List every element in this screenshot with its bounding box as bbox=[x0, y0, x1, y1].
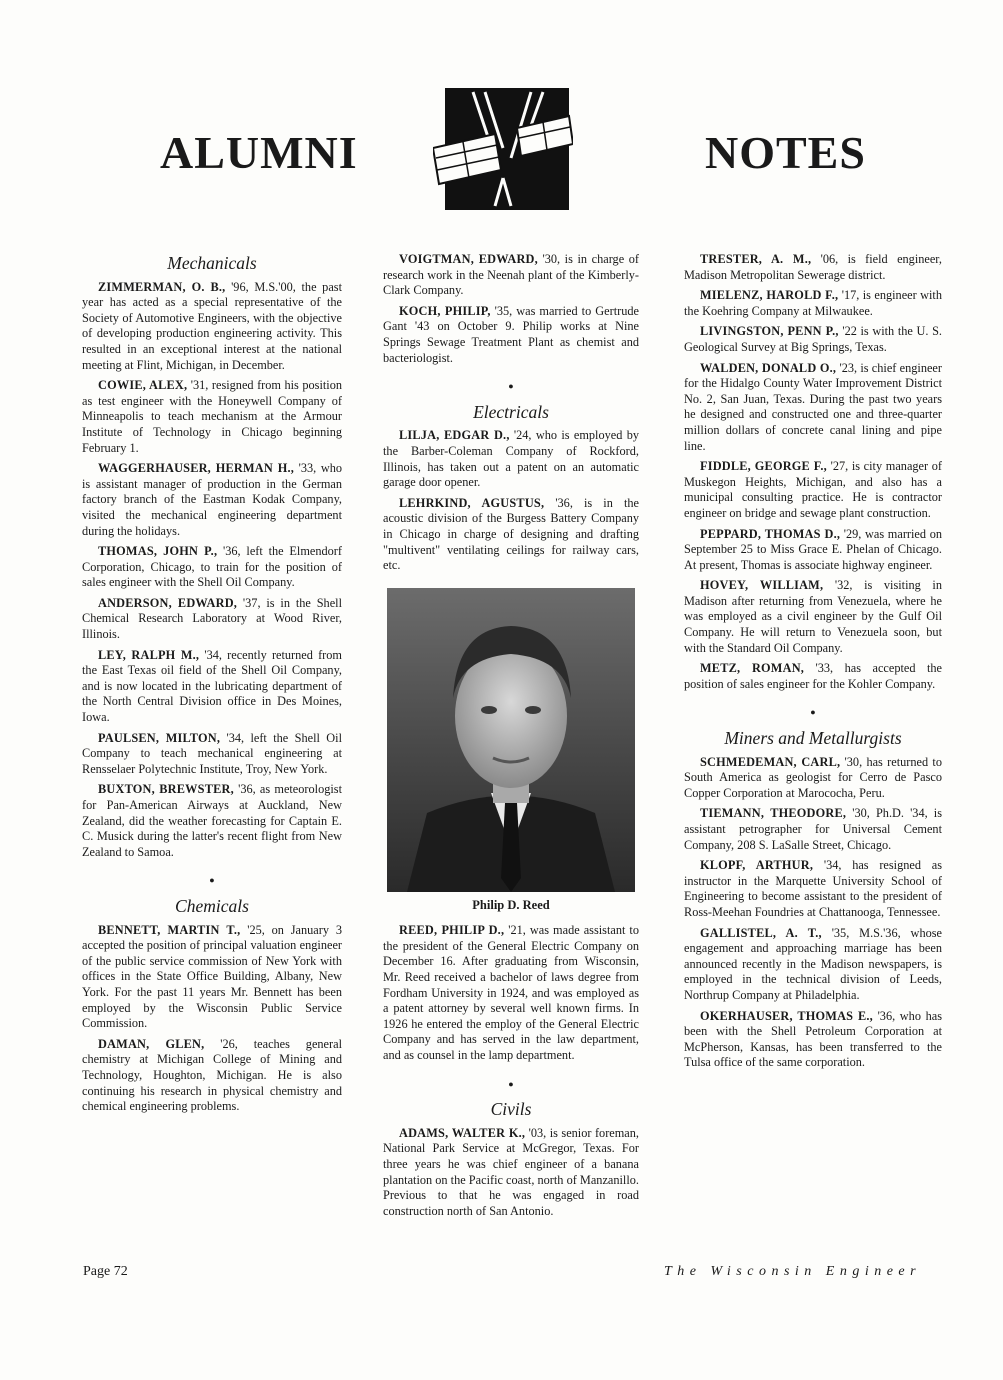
alumni-note: SCHMEDEMAN, CARL, '30, has returned to South America as geologist for Cerro de Pasco Copper Corporation at Marococha, Peru. bbox=[684, 754, 942, 800]
alumni-note: REED, PHILIP D., '21, was made assistant to the president of the General Electric Company on December 16. After graduating from Wisconsin, Mr. Reed received a bachelor of laws degree from Fordham University in 1924, and was employed as a patent attorney by several well known firms. In 1926 he entered the employ of the General Electric Company and has served in the law department, and as counsel in the lamp department. bbox=[383, 923, 639, 1063]
section-title-mechanicals: Mechanicals bbox=[167, 253, 257, 273]
photo-caption: Philip D. Reed bbox=[472, 897, 550, 912]
section-title-miners: Miners and Metallurgists bbox=[724, 728, 902, 749]
section-divider-bullet-icon: ● bbox=[209, 875, 215, 886]
wisconsin-w-logo-icon bbox=[433, 88, 573, 210]
portrait-photo bbox=[387, 588, 635, 892]
alumni-note: LILJA, EDGAR D., '24, who is employed by the Barber-Coleman Company of Rockford, Illinois, has taken out a patent on an automatic garage door opener. bbox=[383, 428, 640, 490]
alumni-note: WAGGERHAUSER, HERMAN H., '33, who is assistant manager of production in the German factory branch of the Eastman Kodak Company, visited the mechanical engineering department during the holidays. bbox=[82, 461, 342, 538]
alumni-note: TRESTER, A. M., '06, is field engineer, Madison Metropolitan Sewerage district. bbox=[684, 252, 942, 282]
alumni-note: ADAMS, WALTER K., '03, is senior foreman, National Park Service at McGregor, Texas. For three years he was chief engineer of a banana plantation on the Pacific coast, north of Manzanillo. Previous to that he was engaged in road construction north of San Antonio. bbox=[383, 1125, 639, 1218]
alumni-note: MIELENZ, HAROLD F., '17, is engineer with the Koehring Company at Milwaukee. bbox=[684, 288, 942, 318]
alumni-note: LEY, RALPH M., '34, recently returned from the East Texas oil field of the Shell Oil Company, and is now located in the lubricating department of the North Central Division office in Des Moines, Iowa. bbox=[82, 647, 342, 725]
alumni-note: PEPPARD, THOMAS D., '29, was married on September 25 to Miss Grace E. Phelan of Chicago. At present, Thomas is associate highway engineer. bbox=[684, 526, 942, 572]
section-title-civils: Civils bbox=[490, 1099, 532, 1120]
alumni-note: BENNETT, MARTIN T., '25, on January 3 accepted the position of principal valuation engineer of the public service commission of New York with offices in the State Office Building, Albany, New York. For the past 11 years Mr. Bennett has been employed by the Wisconsin Public Service Commission. bbox=[82, 922, 342, 1031]
alumni-note: OKERHAUSER, THOMAS E., '36, who has been with the Shell Petroleum Corporation at McPherson, Kansas, has been transferred to the Tulsa office of the same corporation. bbox=[684, 1008, 942, 1070]
alumni-note: ANDERSON, EDWARD, '37, is in the Shell Chemical Research Laboratory at Wood River, Illinois. bbox=[82, 595, 342, 642]
column-2 bbox=[383, 252, 639, 1224]
alumni-note: KLOPF, ARTHUR, '34, has resigned as instructor in the Marquette University School of Engineering to become assistant to the president of Ross-Meehan Foundries at Chattanooga, Tennessee. bbox=[684, 858, 942, 919]
alumni-note: DAMAN, GLEN, '26, teaches general chemistry at Michigan College of Mining and Technology, Houghton, Michigan. He is also continuing his research in physical chemistry and chemical engineering problems. bbox=[82, 1036, 342, 1114]
alumni-note: TIEMANN, THEODORE, '30, Ph.D. '34, is assistant petrographer for Universal Cement Company, 208 S. LaSalle Street, Chicago. bbox=[684, 806, 942, 852]
alumni-note: KOCH, PHILIP, '35, was married to Gertrude Gant '43 on October 9. Philip works at Nine Springs Sewage Treatment Plant as chemist and bacteriologist. bbox=[383, 303, 639, 365]
page-number: Page 72 bbox=[83, 1264, 128, 1279]
alumni-note: THOMAS, JOHN P., '36, left the Elmendorf Corporation, Chicago, to train for the position of sales engineer with the Shell Oil Company. bbox=[82, 544, 342, 590]
alumni-note: METZ, ROMAN, '33, has accepted the position of sales engineer for the Kohler Company. bbox=[684, 661, 942, 691]
alumni-note: LEHRKIND, AGUSTUS, '36, is in the acoustic division of the Burgess Battery Company in Chicago in charge of designing and drafting "multivent" ventilating ceilings for railway cars, etc. bbox=[383, 495, 639, 573]
column-3 bbox=[684, 252, 942, 1076]
header-title-left: ALUMNI bbox=[160, 127, 358, 178]
header-title-right: NOTES bbox=[705, 127, 866, 178]
alumni-note: BUXTON, BREWSTER, '36, as meteorologist for Pan-American Airways at Auckland, New Zealand, did the weather forecasting for Captain E. C. Musick during the latter's recent flight from New Zealand to Samoa. bbox=[82, 782, 342, 859]
alumni-note: VOIGTMAN, EDWARD, '30, is in charge of research work in the Neenah plant of the Kimberly-Clark Company. bbox=[383, 252, 639, 298]
section-divider-bullet-icon: ● bbox=[810, 707, 816, 718]
alumni-note: HOVEY, WILLIAM, '32, is visiting in Madison after returning from Venezuela, where he was employed as a civil engineer by the Gulf Oil Company. He will return to Venezuela soon, but with the Standard Oil Company. bbox=[684, 578, 942, 655]
alumni-note: LIVINGSTON, PENN P., '22 is with the U. S. Geological Survey at Big Springs, Texas. bbox=[684, 324, 942, 354]
section-divider-bullet-icon: ● bbox=[508, 381, 514, 392]
magazine-name: The Wisconsin Engineer bbox=[664, 1264, 922, 1279]
alumni-note: ZIMMERMAN, O. B., '96, M.S.'00, the past year has acted as a special representative of the Society of Automotive Engineers, with the objective of developing production engineering activity. This resulted in an exceptional interest at the national meeting at Flint, Michigan, in December. bbox=[82, 279, 342, 372]
alumni-note: WALDEN, DONALD O., '23, is chief engineer for the Hidalgo County Water Improvement District No. 2, San Juan, Texas. During the past two years he designed and constructed one and three-quarter million dollars of concrete canal lining and pipe line. bbox=[684, 360, 942, 453]
alumni-note: COWIE, ALEX, '31, resigned from his position as test engineer with the Honeywell Company of Minneapolis to teach mechanism at the Armour Institute of Technology in Chicago beginning February 1. bbox=[82, 378, 342, 455]
column-1 bbox=[82, 252, 342, 1120]
section-title-chemicals: Chemicals bbox=[175, 895, 249, 916]
section-divider-bullet-icon: ● bbox=[508, 1078, 514, 1089]
alumni-note: GALLISTEL, A. T., '35, M.S.'36, whose engagement and approaching marriage has been announced recently in the Madison newspapers, is employed in the technical division of Leeds, Northrup Company at Philadelphia. bbox=[684, 925, 942, 1002]
section-title-electricals: Electricals bbox=[473, 401, 549, 422]
alumni-note: FIDDLE, GEORGE F., '27, is city manager of Muskegon Heights, Michigan, and also has a municipal consulting practice. He is contractor engineer on bridge and sewage plant construction. bbox=[684, 459, 942, 520]
alumni-note: PAULSEN, MILTON, '34, left the Shell Oil Company to teach mechanical engineering at Rensselaer Polytechnic Institute, Troy, New York. bbox=[82, 730, 343, 776]
